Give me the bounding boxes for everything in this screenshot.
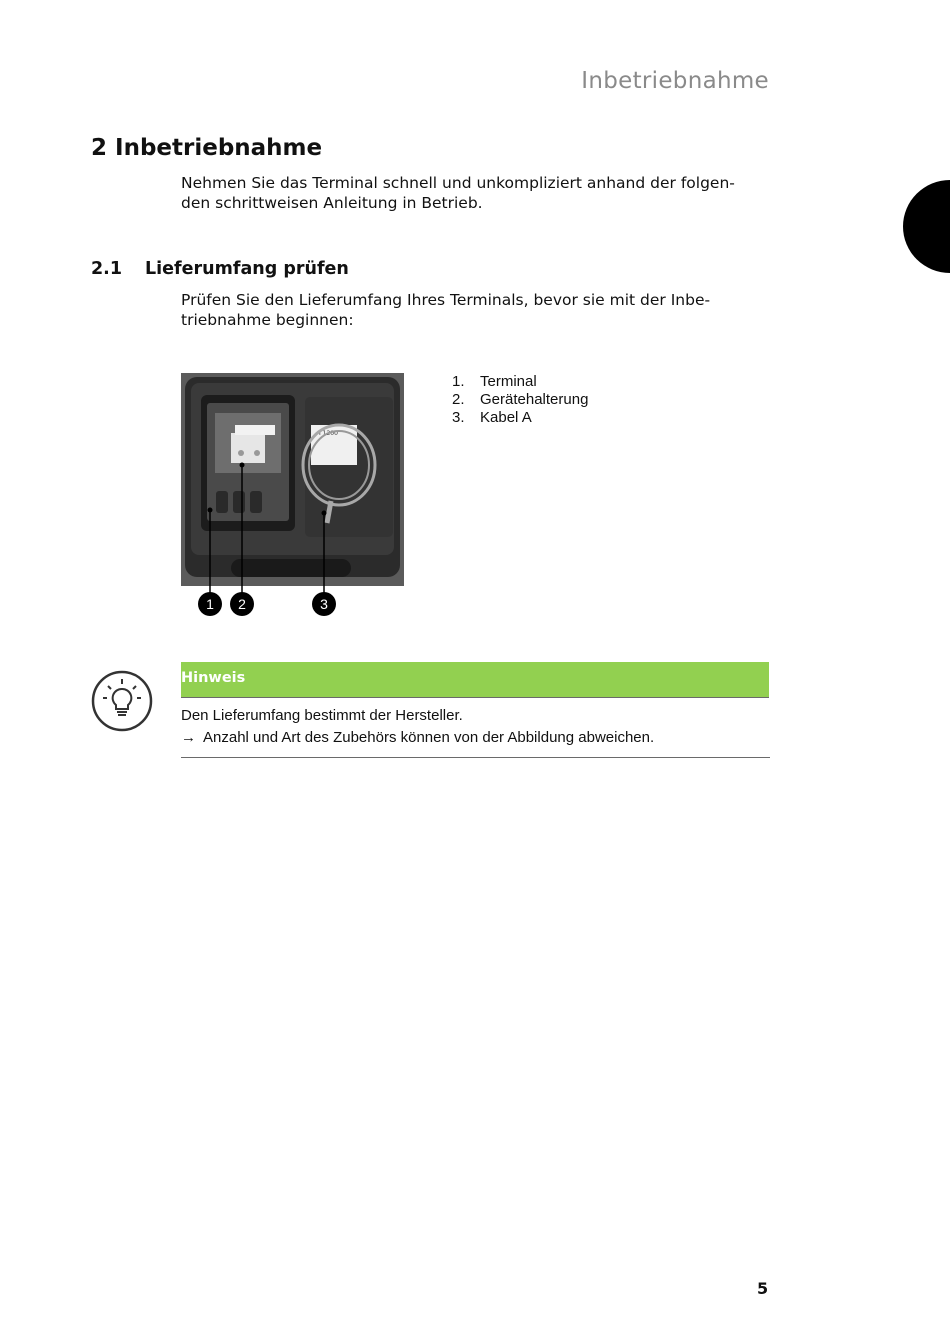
legend-item bbox=[452, 409, 588, 427]
legend-item bbox=[452, 391, 588, 409]
section-text: Prüfen Sie den Lieferumfang Ihres Terminals, bevor sie mit der Inbe- triebnahme beginnen: bbox=[181, 291, 711, 329]
legend-list bbox=[452, 373, 588, 427]
section-heading bbox=[91, 259, 349, 279]
booklet-label: I 1200 bbox=[319, 430, 338, 437]
chapter-intro: Nehmen Sie das Terminal schnell und unkompliziert anhand der folgen- den schrittweisen Anleitung in Betrieb. bbox=[181, 174, 735, 212]
section-title: Lieferumfang prüfen bbox=[145, 259, 349, 279]
callout-2: 2 bbox=[238, 596, 246, 612]
legend-number: 3. bbox=[452, 409, 465, 426]
note-body bbox=[181, 705, 654, 749]
arrow-icon: → bbox=[181, 729, 196, 746]
section-number: 2.1 bbox=[91, 259, 123, 279]
callout-3: 3 bbox=[320, 596, 328, 612]
legend-label: Kabel A bbox=[480, 409, 532, 426]
callout-1: 1 bbox=[206, 596, 214, 612]
note-header-bar bbox=[181, 662, 769, 698]
lightbulb-icon bbox=[91, 670, 153, 732]
note-line: Anzahl und Art des Zubehörs können von der Abbildung abweichen. bbox=[203, 729, 655, 746]
note-line-arrow bbox=[181, 727, 654, 749]
legend-number: 1. bbox=[452, 373, 465, 390]
note-line: Den Lieferumfang bestimmt der Hersteller. bbox=[181, 707, 463, 724]
note-divider bbox=[181, 757, 770, 758]
legend-number: 2. bbox=[452, 391, 465, 408]
page-number: 5 bbox=[757, 1279, 769, 1298]
legend-label: Terminal bbox=[480, 373, 537, 390]
chapter-tab-marker bbox=[903, 180, 950, 273]
chapter-heading: 2 Inbetriebnahme bbox=[91, 135, 323, 161]
running-header: Inbetriebnahme bbox=[581, 68, 769, 94]
note-title: Hinweis bbox=[181, 670, 246, 686]
legend-item bbox=[452, 373, 588, 391]
legend-label: Gerätehalterung bbox=[480, 391, 589, 408]
delivery-contents-photo bbox=[181, 373, 404, 616]
